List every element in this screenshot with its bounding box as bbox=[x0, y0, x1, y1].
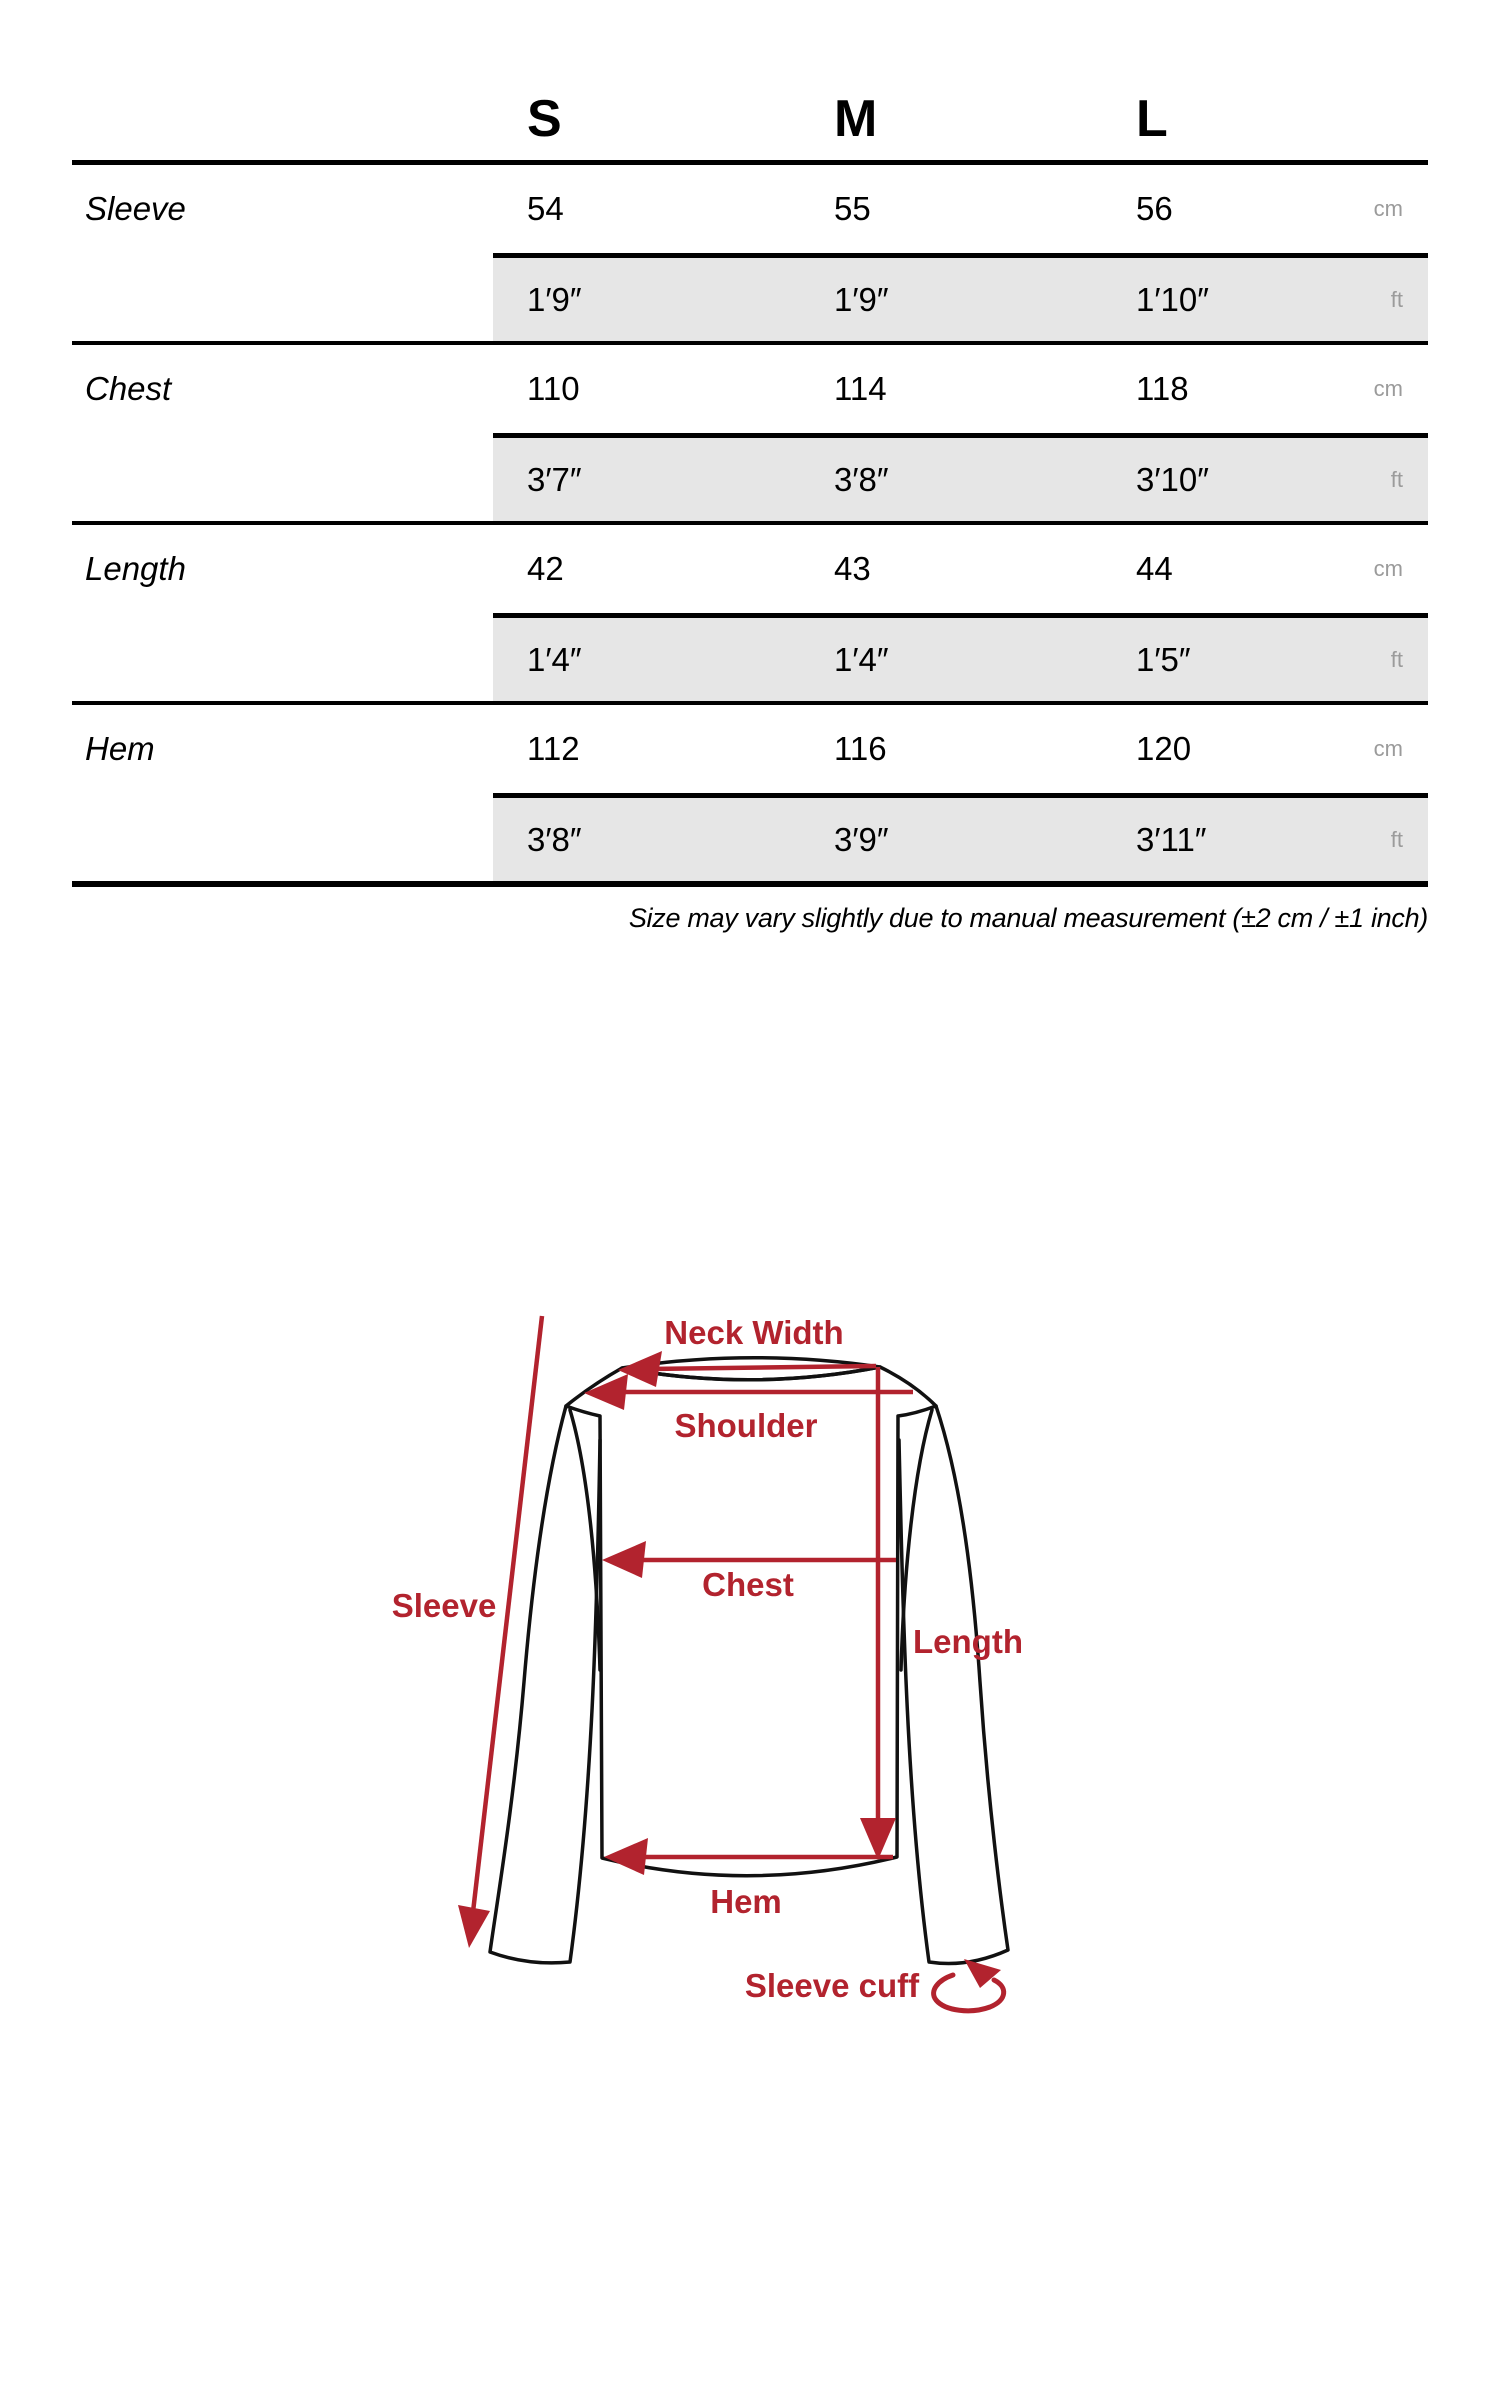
value-cell: 120 bbox=[1136, 730, 1192, 767]
value-cell: 118 bbox=[1136, 370, 1189, 407]
table-row bbox=[72, 165, 1428, 253]
unit-label-cm: cm bbox=[1373, 556, 1403, 581]
sleeve-arrowhead-icon bbox=[458, 1905, 490, 1948]
chest-label: Chest bbox=[702, 1566, 794, 1603]
value-cell: 110 bbox=[527, 370, 580, 407]
header-unit-spacer bbox=[1334, 78, 1428, 160]
value-cell: 43 bbox=[834, 550, 871, 587]
unit-label-cm: cm bbox=[1373, 196, 1403, 221]
value-cell: 1′5″ bbox=[1107, 613, 1334, 701]
row-label: Sleeve bbox=[85, 190, 186, 227]
measurement-disclaimer: Size may vary slightly due to manual measurement (±2 cm / ±1 inch) bbox=[628, 903, 1428, 933]
value-cell: 3′7″ bbox=[493, 433, 800, 521]
header-spacer bbox=[72, 78, 493, 160]
value-cell: 54 bbox=[527, 190, 564, 227]
sleeve-cuff-loop-icon bbox=[934, 1975, 1004, 2011]
garment-measurement-diagram bbox=[0, 1240, 1500, 2140]
left-sleeve bbox=[490, 1406, 600, 1963]
value-cell: 114 bbox=[834, 370, 887, 407]
value-cell: 1′4″ bbox=[800, 613, 1107, 701]
sleeve-cuff-label: Sleeve cuff bbox=[744, 1967, 920, 2004]
size-header-s: S bbox=[527, 90, 562, 148]
table-row bbox=[72, 345, 1428, 433]
value-cell: 1′10″ bbox=[1107, 253, 1334, 341]
size-table bbox=[72, 78, 1428, 887]
value-cell: 3′8″ bbox=[800, 433, 1107, 521]
neck-width-label: Neck Width bbox=[664, 1314, 844, 1351]
unit-label-ft: ft bbox=[1334, 613, 1428, 701]
value-cell: 1′9″ bbox=[493, 253, 800, 341]
value-cell: 55 bbox=[834, 190, 871, 227]
row-label: Hem bbox=[85, 730, 155, 767]
unit-label-ft: ft bbox=[1334, 793, 1428, 881]
row-label: Length bbox=[85, 550, 186, 587]
size-table-body bbox=[72, 160, 1428, 887]
size-header-m: M bbox=[834, 90, 878, 148]
unit-label-ft: ft bbox=[1334, 433, 1428, 521]
value-cell: 3′9″ bbox=[800, 793, 1107, 881]
value-cell: 3′8″ bbox=[493, 793, 800, 881]
row-label-empty bbox=[72, 433, 493, 521]
unit-label-cm: cm bbox=[1373, 736, 1403, 761]
chest-arrowhead-icon bbox=[602, 1541, 646, 1578]
row-label: Chest bbox=[85, 370, 172, 407]
row-label-empty bbox=[72, 253, 493, 341]
value-cell: 112 bbox=[527, 730, 580, 767]
value-cell: 1′9″ bbox=[800, 253, 1107, 341]
table-row bbox=[72, 253, 1428, 341]
value-cell: 44 bbox=[1136, 550, 1173, 587]
table-group-sleeve bbox=[72, 165, 1428, 345]
length-arrowhead-icon bbox=[860, 1818, 896, 1860]
sleeve-label: Sleeve bbox=[391, 1587, 497, 1624]
value-cell: 116 bbox=[834, 730, 887, 767]
garment-outline bbox=[490, 1358, 1008, 1964]
table-row bbox=[72, 433, 1428, 521]
unit-label-cm: cm bbox=[1373, 376, 1403, 401]
table-group-hem bbox=[72, 705, 1428, 887]
size-table-header bbox=[72, 78, 1428, 160]
size-header-l: L bbox=[1136, 90, 1168, 148]
hem-label: Hem bbox=[710, 1883, 782, 1920]
table-row bbox=[72, 705, 1428, 793]
row-label-empty bbox=[72, 793, 493, 881]
value-cell: 42 bbox=[527, 550, 564, 587]
unit-label-ft: ft bbox=[1334, 253, 1428, 341]
table-group-length bbox=[72, 525, 1428, 705]
length-label: Length bbox=[913, 1623, 1023, 1660]
value-cell: 1′4″ bbox=[493, 613, 800, 701]
value-cell: 3′11″ bbox=[1107, 793, 1334, 881]
neck-width-line bbox=[648, 1366, 876, 1369]
row-label-empty bbox=[72, 613, 493, 701]
value-cell: 56 bbox=[1136, 190, 1173, 227]
hem-arrowhead-icon bbox=[604, 1838, 648, 1875]
table-row bbox=[72, 525, 1428, 613]
table-row bbox=[72, 793, 1428, 881]
table-row bbox=[72, 613, 1428, 701]
table-group-chest bbox=[72, 345, 1428, 525]
value-cell: 3′10″ bbox=[1107, 433, 1334, 521]
shoulder-label: Shoulder bbox=[674, 1407, 818, 1444]
